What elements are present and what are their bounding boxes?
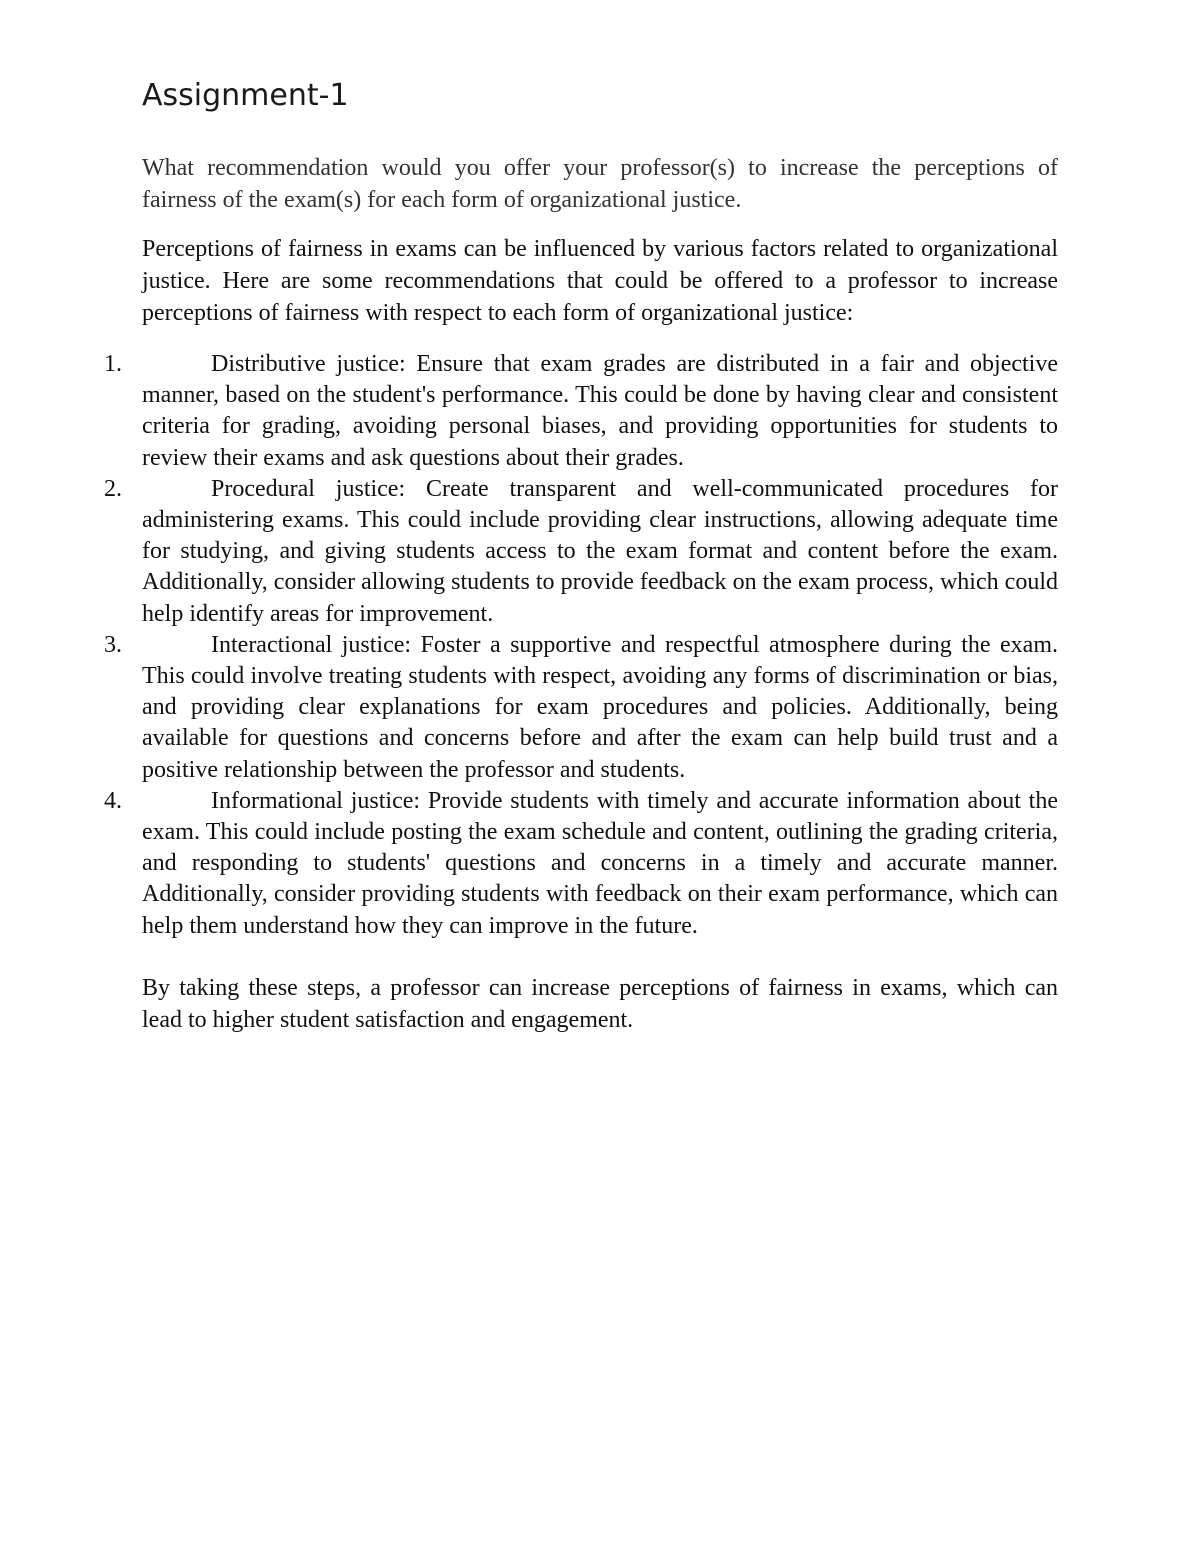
list-item [104,786,1058,942]
list-item-number: 1. [104,351,122,377]
list-item-text: Interactional justice: Foster a supportive and respectful atmosphere during the exam. This could involve treating students with respect, avoiding any forms of discrimination or bias, and providing clear explanations for exam procedures and policies. Additionally, being available for questions and concerns before and after the exam can help build trust and a positive relationship between the professor and students. [142,631,1058,783]
list-item-number: 4. [104,787,122,814]
list-item-text: Procedural justice: Create transparent and well-communicated procedures for administering exams. This could include providing clear instructions, allowing adequate time for studying, and giving students access to the exam format and content before the exam. Additionally, consider allowing students to provide feedback on the exam process, which could help identify areas for improvement. [142,475,1058,627]
page-title: Assignment-1 [142,78,349,113]
list-item-text: Informational justice: Provide students with timely and accurate information about the exam. This could include posting the exam schedule and content, outlining the grading criteria, and responding to students' questions and concerns in a timely and accurate manner. Additionally, consider providing students with feedback on their exam performance, which can help them understand how they can improve in the future. [142,787,1058,939]
intro-paragraph: Perceptions of fairness in exams can be influenced by various factors related to organizational justice. Here are some recommendations that could be offered to a professor to increase perceptions of fairness with respect to each form of organizational justice: [142,236,1058,326]
list-item [104,474,1058,630]
list-item [104,349,1058,474]
question-paragraph: What recommendation would you offer your professor(s) to increase the perceptions of fairness of the exam(s) for each form of organizational justice. [142,155,1058,213]
list-item-text: Distributive justice: Ensure that exam grades are distributed in a fair and objective manner, based on the student's performance. This could be done by having clear and consistent criteria for grading, avoiding personal biases, and providing opportunities for students to review their exams and ask questions about their grades. [142,351,1058,471]
list-item [104,630,1058,786]
document-body [104,76,1058,1053]
list-item-number: 2. [104,475,122,502]
closing-paragraph: By taking these steps, a professor can increase perceptions of fairness in exams, which can lead to higher student satisfaction and engagement. [142,974,1058,1033]
list-item-number: 3. [104,631,122,658]
recommendation-list [104,349,1058,942]
